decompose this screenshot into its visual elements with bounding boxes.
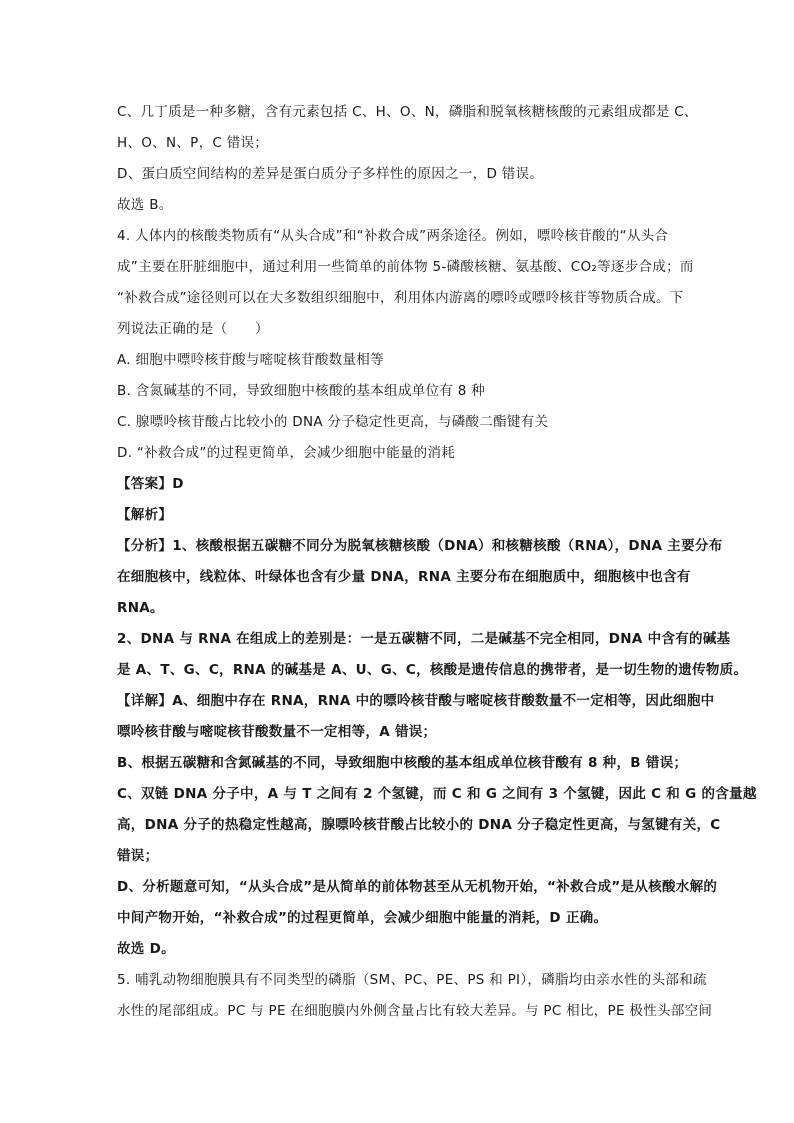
option-c: C. 腺嘌呤核苷酸占比较小的 DNA 分子稳定性更高，与磷酸二酯键有关 xyxy=(117,414,549,430)
detail-line: 高，DNA 分子的热稳定性越高，腺嘌呤核苷酸占比较小的 DNA 分子稳定性更高，与氢键有关，C xyxy=(117,817,721,833)
question-5-line: 5. 哺乳动物细胞膜具有不同类型的磷脂（SM、PC、PE、PS 和 PI），磷脂均由亲水性的头部和疏 xyxy=(117,972,707,988)
detail-line: 中间产物开始，“补救合成”的过程更简单，会减少细胞中能量的消耗，D 正确。 xyxy=(117,910,608,926)
analysis-line: 2、DNA 与 RNA 在组成上的差别是：一是五碳糖不同，二是碱基不完全相同，DNA 中含有的碱基 xyxy=(117,631,731,647)
option-a: A. 细胞中嘌呤核苷酸与嘧啶核苷酸数量相等 xyxy=(117,352,384,368)
final-choice: 故选 D。 xyxy=(117,941,175,957)
text-line: D、蛋白质空间结构的差异是蛋白质分子多样性的原因之一，D 错误。 xyxy=(117,166,544,182)
analysis-heading: 【解析】 xyxy=(117,507,173,523)
option-b: B. 含氮碱基的不同，导致细胞中核酸的基本组成单位有 8 种 xyxy=(117,383,486,399)
answer-line: 【答案】D xyxy=(117,476,184,492)
detail-line: 嘌呤核苷酸与嘧啶核苷酸数量不一定相等，A 错误； xyxy=(117,724,437,740)
analysis-line: RNA。 xyxy=(117,600,164,616)
detail-line: C、双链 DNA 分子中，A 与 T 之间有 2 个氢键，而 C 和 G 之间有 3 个氢键，因此 C 和 G 的含量越 xyxy=(117,786,757,802)
detail-line: 【详解】A、细胞中存在 RNA，RNA 中的嘌呤核苷酸与嘧啶核苷酸数量不一定相等，因此细胞中 xyxy=(117,693,715,709)
question-4-line: “补救合成”途径则可以在大多数组织细胞中，利用体内游离的嘌呤或嘌呤核苷等物质合成。下 xyxy=(117,290,684,306)
detail-line: D、分析题意可知，“从头合成”是从简单的前体物甚至从无机物开始，“补救合成”是从核酸水解的 xyxy=(117,879,718,895)
question-4-line: 成”主要在肝脏细胞中，通过利用一些简单的前体物 5-磷酸核糖、氨基酸、CO₂等逐步合成；而 xyxy=(117,259,694,275)
analysis-line: 在细胞核中，线粒体、叶绿体也含有少量 DNA，RNA 主要分布在细胞质中，细胞核中也含有 xyxy=(117,569,691,585)
text-line: H、O、N、P，C 错误； xyxy=(117,135,269,151)
analysis-line: 是 A、T、G、C，RNA 的碱基是 A、U、G、C，核酸是遗传信息的携带者，是一切生物的遗传物质。 xyxy=(117,662,748,678)
detail-line: B、根据五碳糖和含氮碱基的不同，导致细胞中核酸的基本组成单位核苷酸有 8 种，B 错误； xyxy=(117,755,688,771)
detail-line: 错误； xyxy=(117,848,159,864)
question-4-line: 4. 人体内的核酸类物质有“从头合成”和“补救合成”两条途径。例如，嘌呤核苷酸的“从头合 xyxy=(117,228,669,244)
text-line: C、几丁质是一种多糖，含有元素包括 C、H、O、N，磷脂和脱氧核糖核酸的元素组成都是 C、 xyxy=(117,104,698,120)
option-d: D. “补救合成”的过程更简单，会减少细胞中能量的消耗 xyxy=(117,445,456,461)
question-5-line: 水性的尾部组成。PC 与 PE 在细胞膜内外侧含量占比有较大差异。与 PC 相比，PE 极性头部空间 xyxy=(117,1003,713,1019)
text-line: 故选 B。 xyxy=(117,197,173,213)
document-body xyxy=(117,97,757,1027)
analysis-line: 【分析】1、核酸根据五碳糖不同分为脱氧核糖核酸（DNA）和核糖核酸（RNA），DNA 主要分布 xyxy=(117,538,723,554)
question-4-line: 列说法正确的是（ ） xyxy=(117,321,269,337)
